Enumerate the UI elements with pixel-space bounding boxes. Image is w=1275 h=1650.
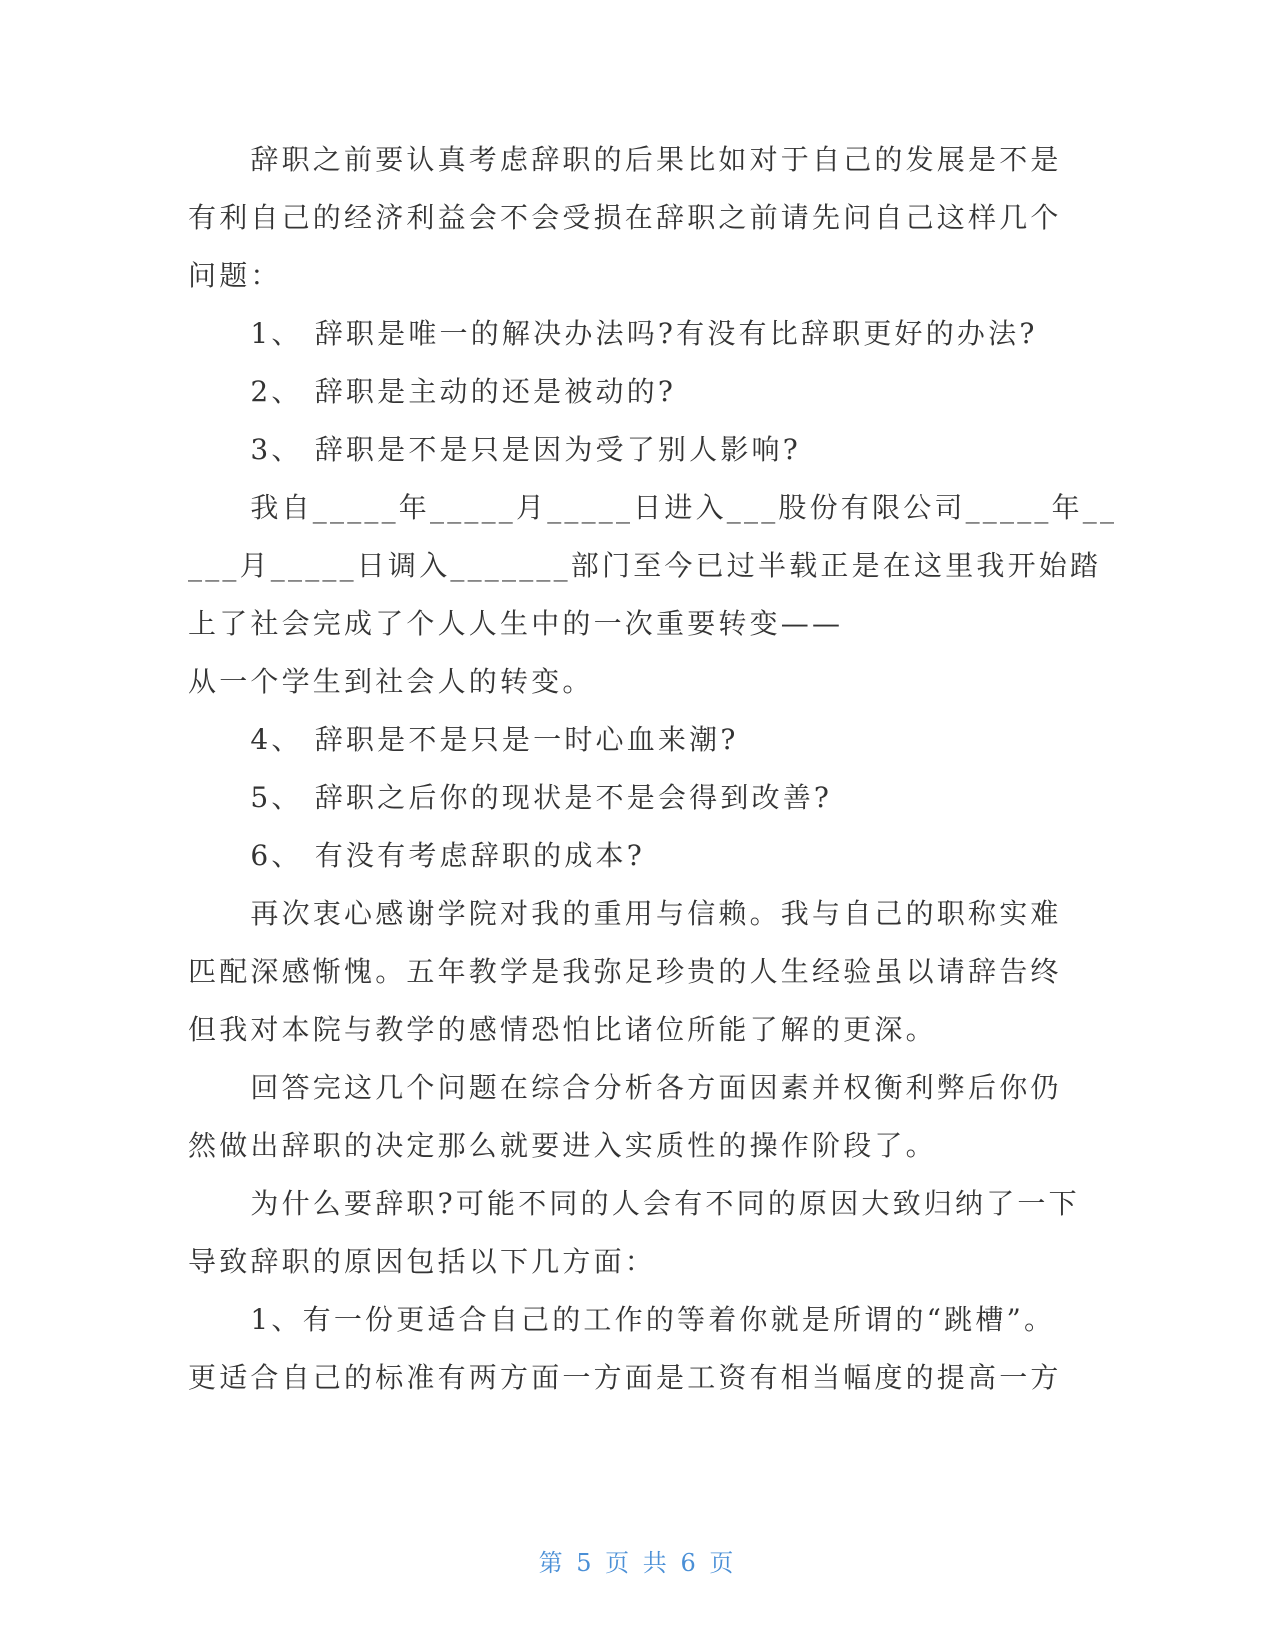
- page-number-footer: 第 5 页 共 6 页: [538, 1549, 737, 1577]
- list-item: 3、 辞职是不是只是因为受了别人影响?: [188, 433, 801, 466]
- list-item: 5、 辞职之后你的现状是不是会得到改善?: [188, 781, 833, 814]
- paragraph-line: 为什么要辞职?可能不同的人会有不同的原因大致归纳了一下: [188, 1187, 1080, 1220]
- paragraph-line: 但我对本院与教学的感情恐怕比诸位所能了解的更深。: [188, 1013, 937, 1046]
- list-item: 1、 辞职是唯一的解决办法吗?有没有比辞职更好的办法?: [188, 317, 1038, 350]
- paragraph-line: 有利自己的经济利益会不会受损在辞职之前请先问自己这样几个: [188, 201, 1062, 234]
- paragraph-line: ___月_____日调入_______部门至今已过半载正是在这里我开始踏: [188, 549, 1102, 582]
- paragraph-line: 1、有一份更适合自己的工作的等着你就是所谓的“跳槽”。: [188, 1303, 1056, 1336]
- paragraph-line: 从一个学生到社会人的转变。: [188, 665, 594, 698]
- paragraph-line: 然做出辞职的决定那么就要进入实质性的操作阶段了。: [188, 1129, 937, 1162]
- paragraph-line: 匹配深感惭愧。五年教学是我弥足珍贵的人生经验虽以请辞告终: [188, 955, 1062, 988]
- paragraph-line: 再次衷心感谢学院对我的重用与信赖。我与自己的职称实难: [188, 897, 1062, 930]
- paragraph-line: 问题：: [188, 259, 282, 292]
- paragraph-line: 回答完这几个问题在综合分析各方面因素并权衡利弊后你仍: [188, 1071, 1062, 1104]
- paragraph-line: 我自_____年_____月_____日进入___股份有限公司_____年__: [188, 491, 1118, 524]
- paragraph-line: 导致辞职的原因包括以下几方面：: [188, 1245, 657, 1278]
- list-item: 2、 辞职是主动的还是被动的?: [188, 375, 677, 408]
- list-item: 6、 有没有考虑辞职的成本?: [188, 839, 645, 872]
- paragraph-line: 更适合自己的标准有两方面一方面是工资有相当幅度的提高一方: [188, 1361, 1062, 1394]
- paragraph-line: 辞职之前要认真考虑辞职的后果比如对于自己的发展是不是: [188, 143, 1062, 176]
- paragraph-line: 上了社会完成了个人人生中的一次重要转变——: [188, 607, 844, 640]
- list-item: 4、 辞职是不是只是一时心血来潮?: [188, 723, 739, 756]
